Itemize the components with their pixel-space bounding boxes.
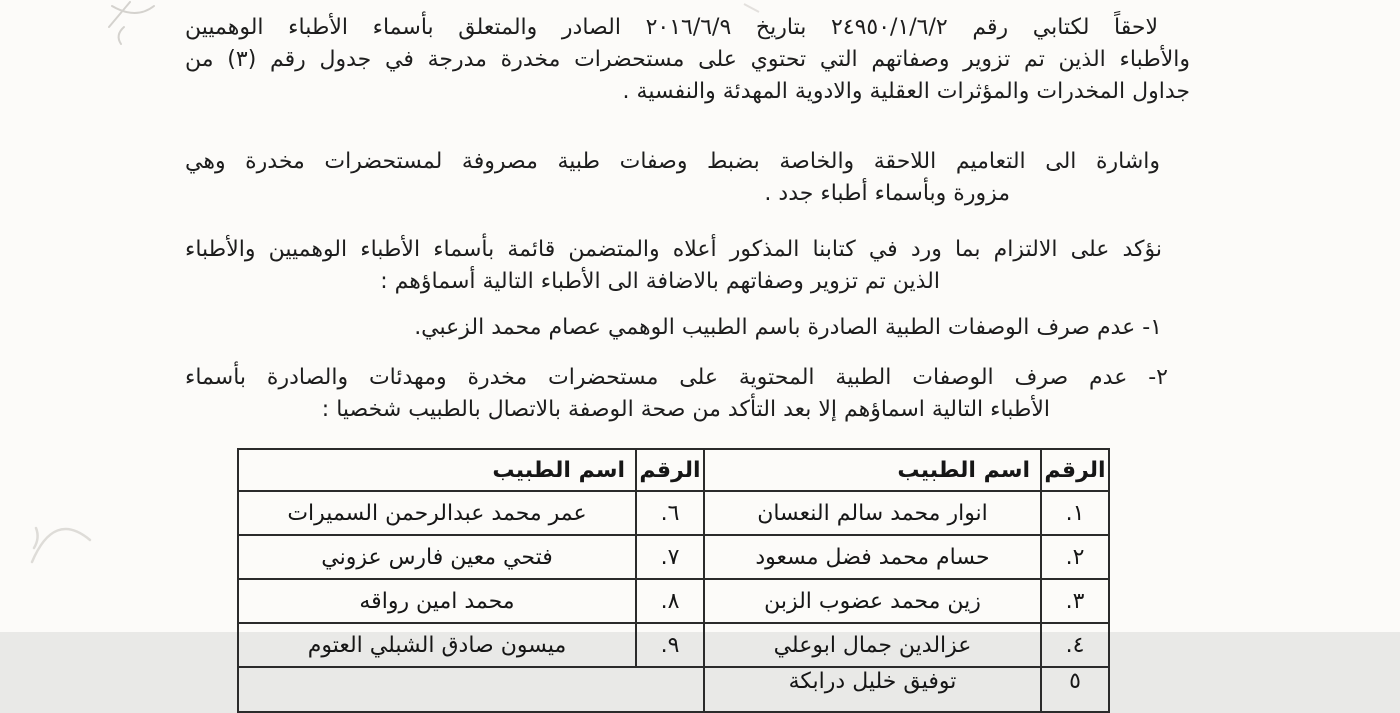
doctor-name-cell: عمر محمد عبدالرحمن السميرات [238,491,636,535]
table-header-doctor-name: اسم الطبيب [238,449,636,491]
table-row [238,535,1109,579]
circulars-paragraph [185,146,1190,210]
doctor-name-cell: عزالدين جمال ابوعلي [704,623,1041,667]
paragraph-line: واشارة الى التعاميم اللاحقة والخاصة بضبط وصفات طبية مصروفة لمستحضرات مخدرة وهي [185,149,1160,174]
paragraph-line: جداول المخدرات والمؤثرات العقلية والادوية المهدئة والنفسية . [622,79,1190,104]
table-row [238,579,1109,623]
list-item-line: ٢- عدم صرف الوصفات الطبية المحتوية على مستحضرات مخدرة ومهدئات والصادرة بأسماء [185,365,1168,390]
list-item-line: الأطباء التالية اسماؤهم إلا بعد التأكد من صحة الوصفة بالاتصال بالطبيب شخصيا : [321,397,1050,422]
confirmation-paragraph [185,234,1190,298]
row-number-cell: ٦. [636,491,704,535]
row-number-cell: ٣. [1041,579,1109,623]
list-item-1 [185,312,1190,344]
row-number-cell: ٧. [636,535,704,579]
row-number-cell: ٨. [636,579,704,623]
table-header-row [238,449,1109,491]
doctor-name-cell: ميسون صادق الشبلي العتوم [238,623,636,667]
doctor-name-cell: توفيق خليل درابكة [704,667,1041,712]
reference-paragraph [185,12,1190,108]
table-header-number: الرقم [1041,449,1109,491]
doctor-name-cell: حسام محمد فضل مسعود [704,535,1041,579]
doctor-name-cell: زين محمد عضوب الزبن [704,579,1041,623]
row-number-cell: ٢. [1041,535,1109,579]
pencil-speck-top [744,4,759,12]
row-number-cell: ٤. [1041,623,1109,667]
table-row [238,623,1109,667]
table-header-doctor-name: اسم الطبيب [704,449,1041,491]
doctors-table [237,448,1110,713]
doctor-name-cell: محمد امين رواقه [238,579,636,623]
pencil-mark-left-margin [32,528,90,562]
paragraph-line: لاحقاً لكتابي رقم ٢٤٩٥٠/١/٦/٢ بتاريخ ٢٠١٦/٦/٩ الصادر والمتعلق بأسماء الأطباء الوهميين [185,15,1158,40]
list-item-line: ١- عدم صرف الوصفات الطبية الصادرة باسم الطبيب الوهمي عصام محمد الزعبي. [414,315,1162,340]
paragraph-line: نؤكد على الالتزام بما ورد في كتابنا المذكور أعلاه والمتضمن قائمة بأسماء الأطباء الوهميين والأطباء [185,237,1162,262]
row-number-cell: ٩. [636,623,704,667]
table-header-number: الرقم [636,449,704,491]
table-row [238,491,1109,535]
paragraph-line: الذين تم تزوير وصفاتهم بالاضافة الى الأطباء التالية أسماؤهم : [380,269,940,294]
doctor-name-cell: انوار محمد سالم النعسان [704,491,1041,535]
pencil-mark-top-left [109,2,154,44]
empty-cell [238,667,704,712]
table-row-clipped [238,667,1109,712]
row-number-cell: ٥ [1041,667,1109,712]
paragraph-line: مزورة وبأسماء أطباء جدد . [764,181,1010,206]
doctor-name-cell: فتحي معين فارس عزوني [238,535,636,579]
row-number-cell: ١. [1041,491,1109,535]
paragraph-line: والأطباء الذين تم تزوير وصفاتهم التي تحتوي على مستحضرات مخدرة مدرجة في جدول رقم (٣) من [185,47,1190,72]
list-item-2 [185,362,1190,426]
